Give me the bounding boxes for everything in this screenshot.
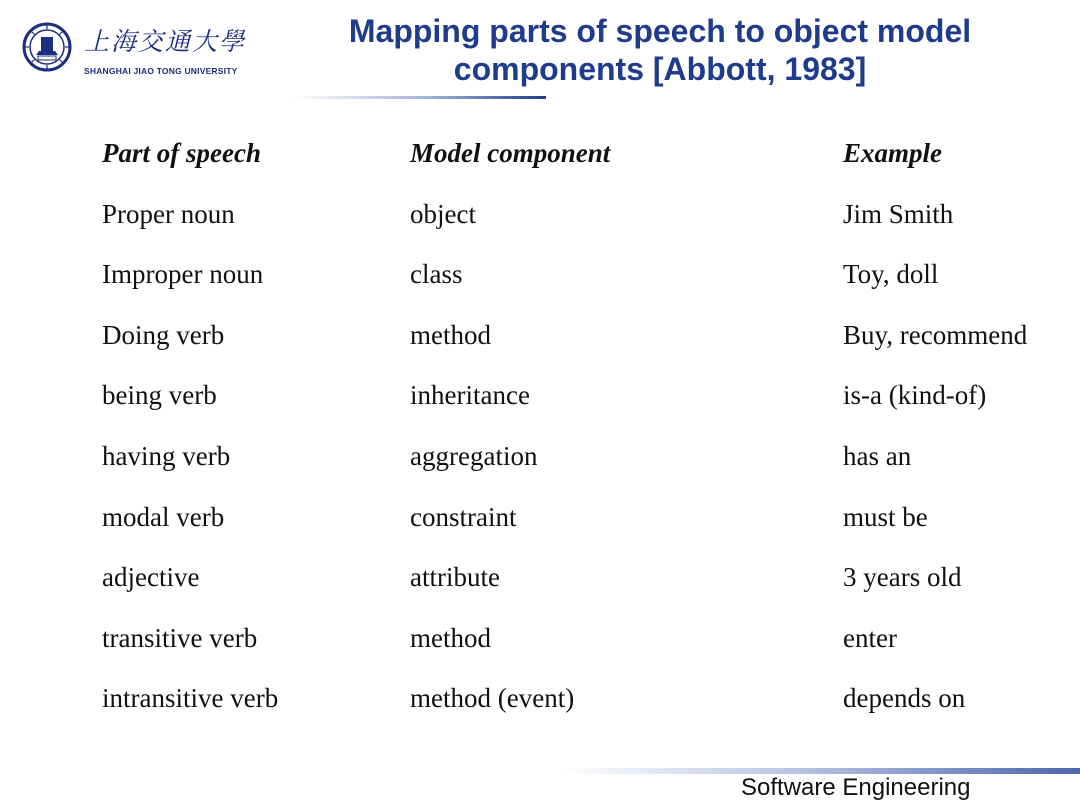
part-of-speech-cell: modal verb xyxy=(102,501,225,532)
model-component-cell: object xyxy=(410,198,476,229)
model-component-cell: aggregation xyxy=(410,440,538,471)
part-of-speech-cell: adjective xyxy=(102,562,200,593)
footer-course-label: Software Engineering xyxy=(741,774,971,801)
slide-title xyxy=(290,12,1030,88)
column-header-example: Example xyxy=(843,138,942,168)
slide-title-line-1: Mapping parts of speech to object model xyxy=(348,13,972,49)
example-cell: depends on xyxy=(843,683,966,714)
example-cell: must be xyxy=(843,501,928,532)
part-of-speech-cell: having verb xyxy=(102,440,231,471)
model-component-cell: method xyxy=(410,622,491,653)
title-underline xyxy=(290,96,546,99)
model-component-cell: class xyxy=(410,259,463,290)
example-cell: enter xyxy=(843,622,897,653)
university-name-chinese: 上海交通大學 xyxy=(84,27,247,56)
university-wordmark xyxy=(84,22,264,78)
university-emblem-icon xyxy=(22,22,72,72)
university-name-english: SHANGHAI JIAO TONG UNIVERSITY xyxy=(84,66,238,76)
column-header-model-component: Model component xyxy=(410,138,611,168)
example-cell: has an xyxy=(843,440,912,471)
part-of-speech-cell: Proper noun xyxy=(102,198,235,229)
slide-title-line-2: components [Abbott, 1983] xyxy=(453,51,867,87)
part-of-speech-cell: Doing verb xyxy=(102,319,225,350)
model-component-cell: inheritance xyxy=(410,380,530,411)
part-of-speech-cell: Improper noun xyxy=(102,259,264,290)
example-cell: Buy, recommend xyxy=(843,319,1028,350)
column-header-part-of-speech: Part of speech xyxy=(102,138,261,168)
part-of-speech-cell: intransitive verb xyxy=(102,683,279,714)
example-cell: Toy, doll xyxy=(843,259,939,290)
example-cell: 3 years old xyxy=(843,562,962,593)
example-cell: Jim Smith xyxy=(843,198,954,229)
part-of-speech-cell: transitive verb xyxy=(102,622,258,653)
part-of-speech-cell: being verb xyxy=(102,380,217,411)
model-component-cell: attribute xyxy=(410,562,500,593)
model-component-cell: method (event) xyxy=(410,683,575,714)
model-component-cell: method xyxy=(410,319,491,350)
example-cell: is-a (kind-of) xyxy=(843,380,987,411)
model-component-cell: constraint xyxy=(410,501,517,532)
